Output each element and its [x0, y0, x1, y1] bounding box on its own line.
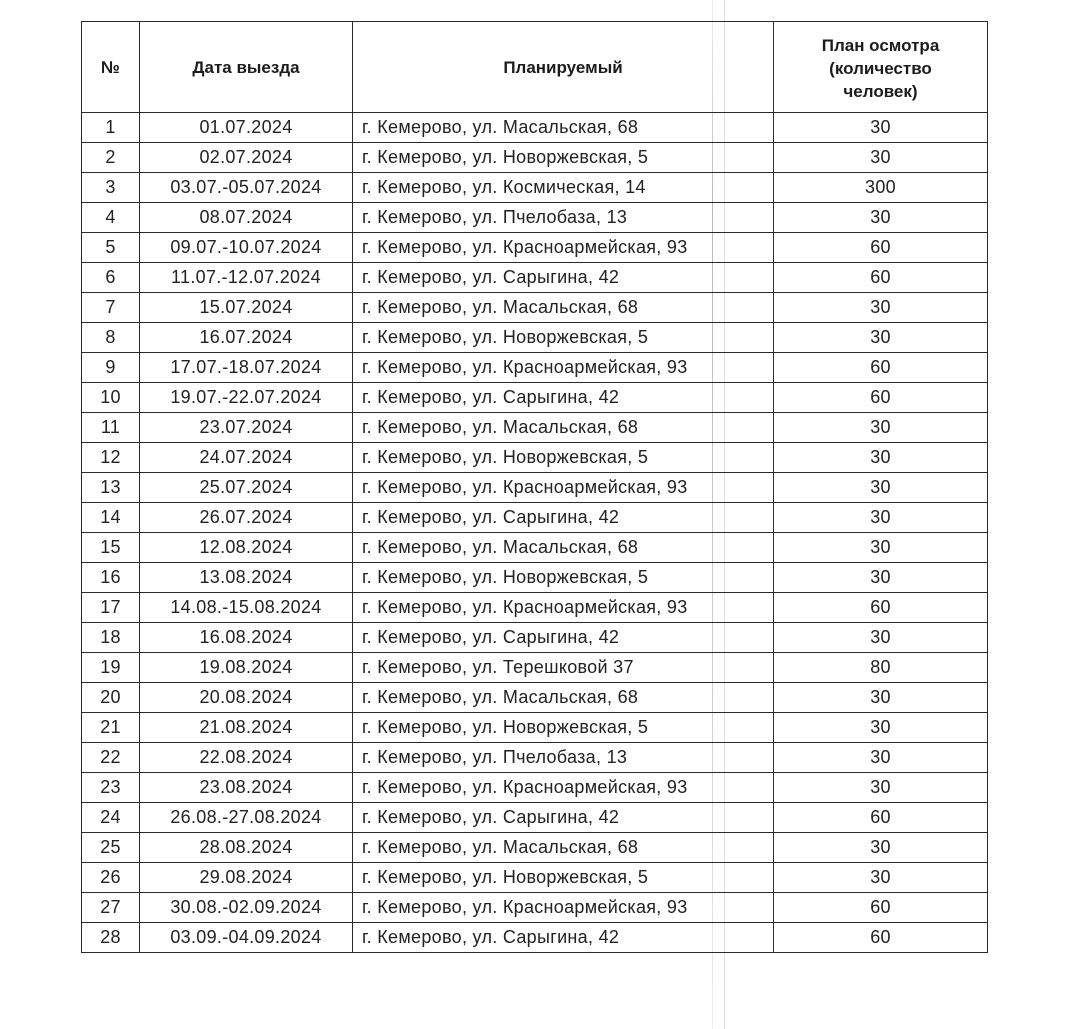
table-row	[82, 383, 988, 413]
cell-date: 14.08.-15.08.2024	[140, 593, 353, 623]
table-row	[82, 413, 988, 443]
cell-number: 22	[82, 743, 140, 773]
cell-date: 23.08.2024	[140, 773, 353, 803]
cell-number: 20	[82, 683, 140, 713]
cell-date: 03.07.-05.07.2024	[140, 173, 353, 203]
cell-place: г. Кемерово, ул. Пчелобаза, 13	[353, 743, 774, 773]
cell-number: 15	[82, 533, 140, 563]
cell-date: 26.07.2024	[140, 503, 353, 533]
cell-plan: 30	[774, 833, 988, 863]
table-row	[82, 773, 988, 803]
cell-date: 11.07.-12.07.2024	[140, 263, 353, 293]
cell-place: г. Кемерово, ул. Сарыгина, 42	[353, 263, 774, 293]
cell-date: 19.07.-22.07.2024	[140, 383, 353, 413]
cell-date: 02.07.2024	[140, 143, 353, 173]
cell-place: г. Кемерово, ул. Сарыгина, 42	[353, 503, 774, 533]
cell-date: 16.08.2024	[140, 623, 353, 653]
table-row	[82, 713, 988, 743]
cell-plan: 30	[774, 293, 988, 323]
cell-number: 12	[82, 443, 140, 473]
cell-number: 7	[82, 293, 140, 323]
cell-date: 17.07.-18.07.2024	[140, 353, 353, 383]
cell-date: 26.08.-27.08.2024	[140, 803, 353, 833]
cell-number: 13	[82, 473, 140, 503]
header-place: Планируемый	[353, 22, 774, 113]
header-plan-line-1: План осмотра	[821, 35, 940, 55]
cell-plan: 30	[774, 113, 988, 143]
cell-plan: 60	[774, 593, 988, 623]
cell-place: г. Кемерово, ул. Красноармейская, 93	[353, 893, 774, 923]
header-date: Дата выезда	[140, 22, 353, 113]
cell-number: 23	[82, 773, 140, 803]
table-row	[82, 353, 988, 383]
cell-place: г. Кемерово, ул. Новоржевская, 5	[353, 443, 774, 473]
cell-plan: 60	[774, 803, 988, 833]
table-row	[82, 173, 988, 203]
cell-plan: 30	[774, 323, 988, 353]
table-row	[82, 623, 988, 653]
header-plan-line-2: (количество	[829, 58, 932, 78]
cell-number: 2	[82, 143, 140, 173]
cell-place: г. Кемерово, ул. Масальская, 68	[353, 113, 774, 143]
cell-plan: 30	[774, 773, 988, 803]
table-row	[82, 473, 988, 503]
cell-number: 11	[82, 413, 140, 443]
cell-date: 15.07.2024	[140, 293, 353, 323]
cell-date: 28.08.2024	[140, 833, 353, 863]
table-row	[82, 653, 988, 683]
cell-number: 24	[82, 803, 140, 833]
cell-date: 22.08.2024	[140, 743, 353, 773]
cell-place: г. Кемерово, ул. Пчелобаза, 13	[353, 203, 774, 233]
cell-place: г. Кемерово, ул. Сарыгина, 42	[353, 623, 774, 653]
cell-date: 13.08.2024	[140, 563, 353, 593]
cell-plan: 60	[774, 923, 988, 953]
table-row	[82, 503, 988, 533]
header-row	[82, 22, 988, 113]
table-row	[82, 893, 988, 923]
table-row	[82, 323, 988, 353]
cell-place: г. Кемерово, ул. Масальская, 68	[353, 833, 774, 863]
table-row	[82, 533, 988, 563]
cell-plan: 30	[774, 863, 988, 893]
cell-plan: 60	[774, 353, 988, 383]
cell-place: г. Кемерово, ул. Красноармейская, 93	[353, 773, 774, 803]
cell-plan: 30	[774, 743, 988, 773]
cell-place: г. Кемерово, ул. Новоржевская, 5	[353, 713, 774, 743]
table-row	[82, 113, 988, 143]
cell-date: 21.08.2024	[140, 713, 353, 743]
cell-place: г. Кемерово, ул. Сарыгина, 42	[353, 803, 774, 833]
table-row	[82, 833, 988, 863]
schedule-table-header	[82, 22, 988, 113]
table-row	[82, 233, 988, 263]
cell-number: 3	[82, 173, 140, 203]
cell-date: 24.07.2024	[140, 443, 353, 473]
table-row	[82, 593, 988, 623]
cell-place: г. Кемерово, ул. Красноармейская, 93	[353, 233, 774, 263]
cell-number: 19	[82, 653, 140, 683]
cell-place: г. Кемерово, ул. Космическая, 14	[353, 173, 774, 203]
cell-place: г. Кемерово, ул. Новоржевская, 5	[353, 563, 774, 593]
cell-number: 9	[82, 353, 140, 383]
cell-plan: 60	[774, 893, 988, 923]
cell-plan: 30	[774, 623, 988, 653]
cell-number: 5	[82, 233, 140, 263]
cell-plan: 30	[774, 203, 988, 233]
cell-number: 14	[82, 503, 140, 533]
cell-date: 09.07.-10.07.2024	[140, 233, 353, 263]
header-number: №	[82, 22, 140, 113]
cell-plan: 30	[774, 473, 988, 503]
cell-place: г. Кемерово, ул. Новоржевская, 5	[353, 143, 774, 173]
cell-date: 25.07.2024	[140, 473, 353, 503]
cell-plan: 300	[774, 173, 988, 203]
cell-number: 17	[82, 593, 140, 623]
schedule-table	[81, 21, 988, 953]
cell-number: 8	[82, 323, 140, 353]
header-plan-line-3: человек)	[843, 81, 918, 101]
table-row	[82, 863, 988, 893]
cell-number: 18	[82, 623, 140, 653]
cell-date: 03.09.-04.09.2024	[140, 923, 353, 953]
cell-date: 29.08.2024	[140, 863, 353, 893]
cell-place: г. Кемерово, ул. Масальская, 68	[353, 293, 774, 323]
cell-place: г. Кемерово, ул. Масальская, 68	[353, 413, 774, 443]
table-row	[82, 143, 988, 173]
cell-date: 16.07.2024	[140, 323, 353, 353]
cell-number: 4	[82, 203, 140, 233]
cell-place: г. Кемерово, ул. Новоржевская, 5	[353, 323, 774, 353]
cell-date: 19.08.2024	[140, 653, 353, 683]
cell-date: 08.07.2024	[140, 203, 353, 233]
cell-plan: 30	[774, 563, 988, 593]
cell-plan: 60	[774, 233, 988, 263]
cell-number: 1	[82, 113, 140, 143]
cell-plan: 60	[774, 383, 988, 413]
cell-number: 25	[82, 833, 140, 863]
schedule-table-body	[82, 113, 988, 953]
cell-date: 12.08.2024	[140, 533, 353, 563]
cell-number: 16	[82, 563, 140, 593]
cell-place: г. Кемерово, ул. Масальская, 68	[353, 683, 774, 713]
cell-number: 26	[82, 863, 140, 893]
cell-place: г. Кемерово, ул. Терешковой 37	[353, 653, 774, 683]
table-row	[82, 203, 988, 233]
table-row	[82, 803, 988, 833]
cell-number: 21	[82, 713, 140, 743]
table-row	[82, 683, 988, 713]
cell-place: г. Кемерово, ул. Масальская, 68	[353, 533, 774, 563]
table-row	[82, 443, 988, 473]
cell-place: г. Кемерово, ул. Сарыгина, 42	[353, 383, 774, 413]
cell-plan: 30	[774, 443, 988, 473]
cell-number: 6	[82, 263, 140, 293]
cell-date: 23.07.2024	[140, 413, 353, 443]
cell-place: г. Кемерово, ул. Новоржевская, 5	[353, 863, 774, 893]
cell-plan: 60	[774, 263, 988, 293]
cell-plan: 30	[774, 683, 988, 713]
table-row	[82, 263, 988, 293]
cell-date: 01.07.2024	[140, 113, 353, 143]
cell-place: г. Кемерово, ул. Красноармейская, 93	[353, 473, 774, 503]
table-row	[82, 923, 988, 953]
table-row	[82, 293, 988, 323]
cell-place: г. Кемерово, ул. Сарыгина, 42	[353, 923, 774, 953]
cell-plan: 30	[774, 143, 988, 173]
table-row	[82, 743, 988, 773]
cell-date: 20.08.2024	[140, 683, 353, 713]
cell-number: 27	[82, 893, 140, 923]
cell-plan: 30	[774, 713, 988, 743]
cell-plan: 30	[774, 503, 988, 533]
cell-number: 10	[82, 383, 140, 413]
table-row	[82, 563, 988, 593]
cell-place: г. Кемерово, ул. Красноармейская, 93	[353, 353, 774, 383]
cell-date: 30.08.-02.09.2024	[140, 893, 353, 923]
cell-plan: 80	[774, 653, 988, 683]
cell-plan: 30	[774, 413, 988, 443]
cell-number: 28	[82, 923, 140, 953]
cell-place: г. Кемерово, ул. Красноармейская, 93	[353, 593, 774, 623]
cell-plan: 30	[774, 533, 988, 563]
header-plan	[774, 22, 988, 113]
